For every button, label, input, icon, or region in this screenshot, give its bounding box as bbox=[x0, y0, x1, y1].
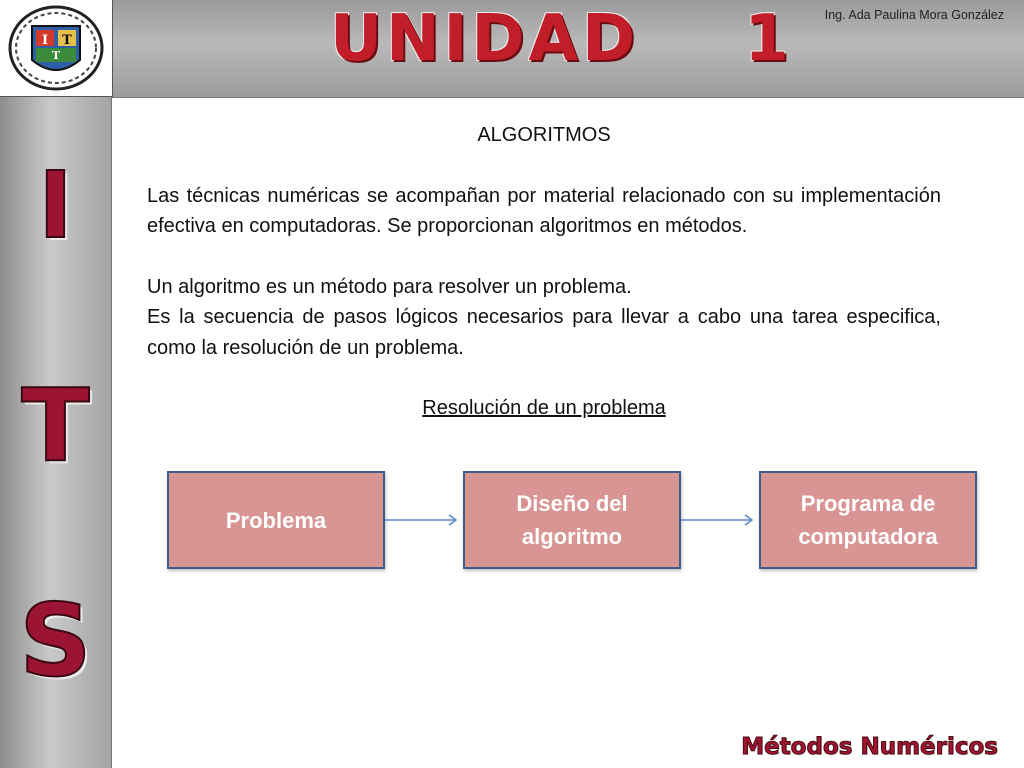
sidebar-acronym bbox=[0, 97, 112, 768]
sidebar-letter-t: T bbox=[21, 367, 90, 484]
flow-step-problema bbox=[167, 471, 385, 569]
itt-logo-icon bbox=[6, 4, 106, 92]
arrow-right-icon bbox=[383, 510, 463, 530]
svg-text:T: T bbox=[62, 33, 72, 48]
flow-step-label: Diseño del algoritmo bbox=[516, 491, 628, 549]
author-name: Ing. Ada Paulina Mora González bbox=[824, 8, 1004, 22]
page-title: UNIDAD 1 bbox=[330, 2, 793, 76]
svg-text:T: T bbox=[51, 49, 61, 62]
sidebar-letter-i: I bbox=[38, 152, 73, 259]
footer-course-title: Métodos Numéricos bbox=[741, 734, 998, 760]
main-content bbox=[147, 120, 941, 424]
header-bar bbox=[0, 0, 1024, 98]
sidebar-letter-s: S bbox=[19, 582, 92, 699]
svg-text:I: I bbox=[41, 33, 49, 48]
paragraph-definition: Un algoritmo es un método para resolver un problema. bbox=[147, 275, 632, 298]
flow-step-programa bbox=[759, 471, 977, 569]
paragraph-sequence: Es la secuencia de pasos lógicos necesarios para llevar a cabo una tarea especifica, como la resolución de un problema. bbox=[147, 306, 941, 359]
flow-step-diseno bbox=[463, 471, 681, 569]
logo-container bbox=[0, 0, 113, 97]
paragraph-intro: Las técnicas numéricas se acompañan por material relacionado con su implementación efectiva en computadoras. Se proporcionan algoritmos en métodos. bbox=[147, 184, 941, 237]
section-heading: ALGORITMOS bbox=[477, 124, 611, 146]
flow-step-label: Problema bbox=[225, 507, 327, 533]
diagram-subheading: Resolución de un problema bbox=[422, 397, 666, 419]
arrow-right-icon bbox=[679, 510, 759, 530]
flow-step-label: Programa de computadora bbox=[798, 491, 938, 549]
